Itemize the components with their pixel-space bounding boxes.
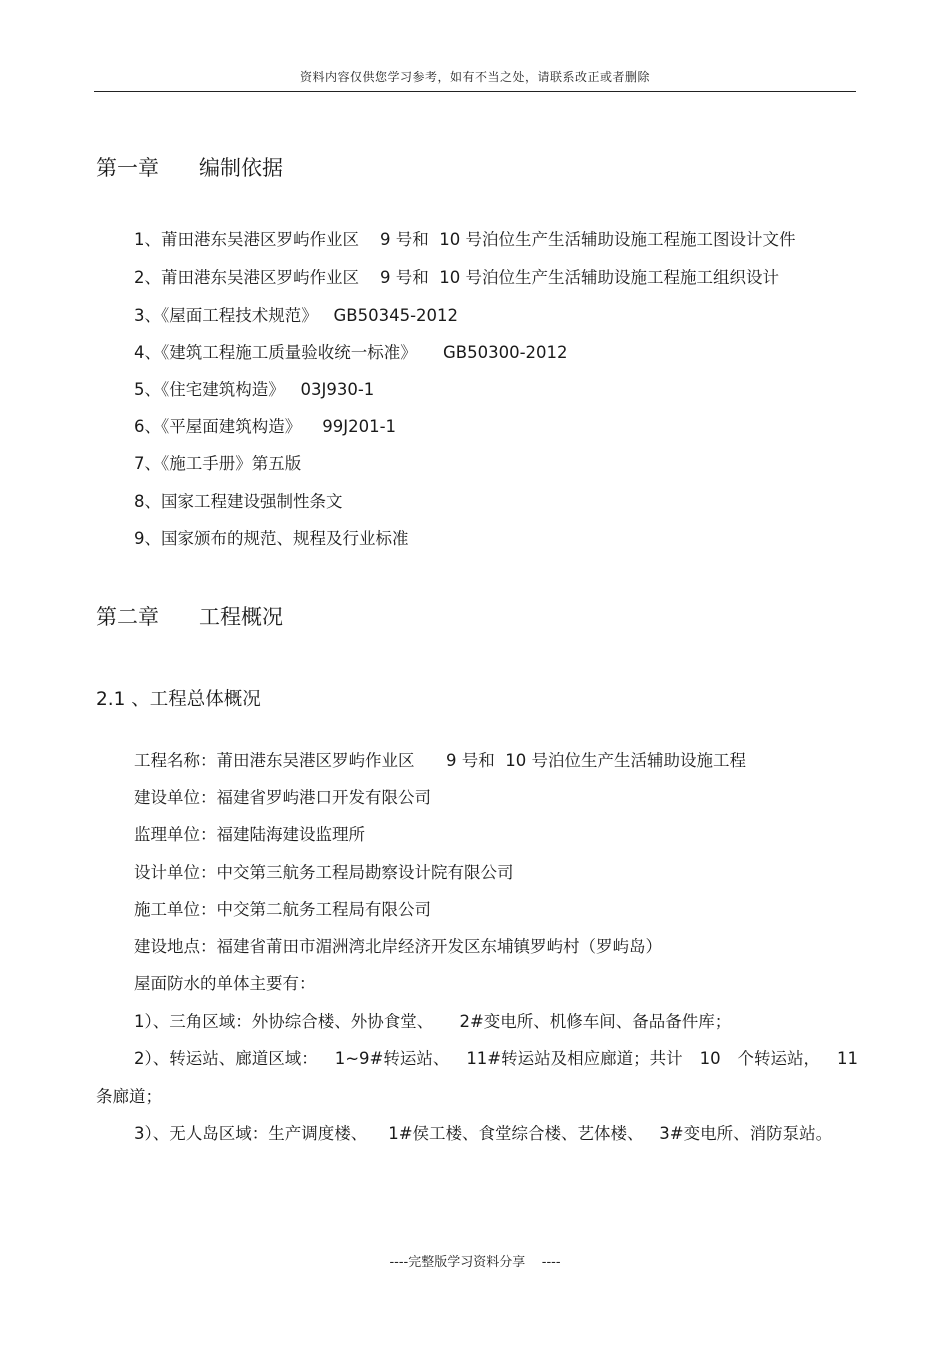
area-2-part: 2）、转运站、廊道区域： [134,1049,318,1068]
chapter-1-title: 第一章 编制依据 [96,156,284,180]
page-footer: ----完整版学习资料分享 ---- [389,1255,561,1270]
area-2-part: 个转运站， [737,1049,821,1068]
area-1: 1）、三角区域：外协综合楼、外协食堂、 2#变电所、机修车间、备品备件库； [134,1012,732,1031]
area-2 [134,1048,858,1070]
contractor-unit: 施工单位：中交第二航务工程局有限公司 [134,900,431,919]
area-2-part: 11#转运站及相应廊道；共计 [466,1049,683,1068]
area-2-part: 1~9#转运站、 [334,1049,450,1068]
section-2-1-title: 2.1 、工程总体概况 [96,689,261,710]
basis-item-3: 3、《屋面工程技术规范》 GB50345-2012 [134,306,459,325]
area-2-part: 11 [837,1049,858,1068]
basis-item-8: 8、国家工程建设强制性条文 [134,492,343,511]
basis-item-4: 4、《建筑工程施工质量验收统一标准》 GB50300-2012 [134,343,568,362]
basis-item-1: 1、莆田港东吴港区罗屿作业区 9 号和 10 号泊位生产生活辅助设施工程施工图设计文件 [134,230,796,249]
area-3: 3）、无人岛区域：生产调度楼、 1#侯工楼、食堂综合楼、艺体楼、 3#变电所、消防泵站。 [134,1124,833,1143]
basis-item-2: 2、莆田港东吴港区罗屿作业区 9 号和 10 号泊位生产生活辅助设施工程施工组织设计 [134,268,779,287]
page-header: 资料内容仅供您学习参考，如有不当之处，请联系改正或者删除 [299,70,650,84]
basis-item-7: 7、《施工手册》第五版 [134,454,302,473]
basis-item-6: 6、《平屋面建筑构造》 99J201-1 [134,417,397,436]
area-2-part: 10 [699,1049,721,1068]
roof-intro: 屋面防水的单体主要有： [134,974,316,993]
supervision-unit: 监理单位：福建陆海建设监理所 [134,825,365,844]
header-divider [94,91,856,92]
construction-location: 建设地点：福建省莆田市湄洲湾北岸经济开发区东埔镇罗屿村（罗屿岛） [134,937,662,956]
project-name: 工程名称：莆田港东吴港区罗屿作业区 9 号和 10 号泊位生产生活辅助设施工程 [134,751,746,770]
area-2-continuation: 条廊道； [96,1087,162,1106]
basis-item-5: 5、《住宅建筑构造》 03J930-1 [134,380,375,399]
chapter-2-title: 第二章 工程概况 [96,605,284,629]
construction-unit: 建设单位：福建省罗屿港口开发有限公司 [134,788,431,807]
design-unit: 设计单位：中交第三航务工程局勘察设计院有限公司 [134,863,514,882]
basis-item-9: 9、国家颁布的规范、规程及行业标准 [134,529,409,548]
